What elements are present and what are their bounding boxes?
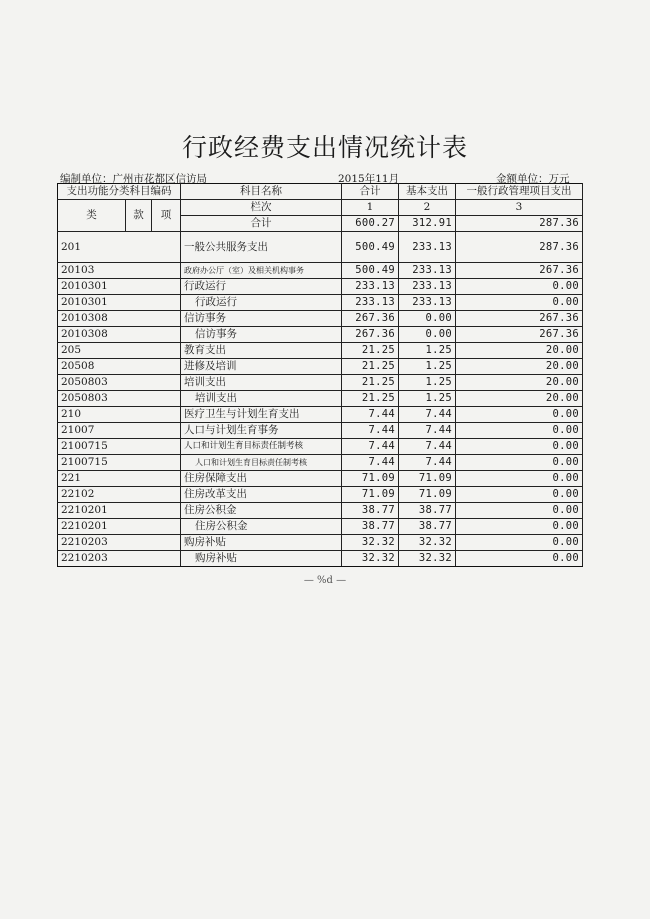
table-row (58, 263, 583, 279)
row-name: 培训支出 (181, 391, 342, 407)
header-col1: 1 (342, 200, 399, 216)
row-name: 教育支出 (181, 343, 342, 359)
row-project: 0.00 (456, 279, 583, 295)
row-basic: 233.13 (399, 279, 456, 295)
row-code: 2010301 (58, 279, 181, 295)
row-total: 500.49 (342, 263, 399, 279)
row-code: 20508 (58, 359, 181, 375)
row-project: 0.00 (456, 439, 583, 455)
table-row (58, 232, 583, 263)
header-subject-name: 科目名称 (181, 184, 342, 200)
row-project: 287.36 (456, 232, 583, 263)
row-name: 住房改革支出 (181, 487, 342, 503)
table-row (58, 503, 583, 519)
row-project: 20.00 (456, 391, 583, 407)
table-row (58, 439, 583, 455)
row-basic: 7.44 (399, 455, 456, 471)
row-name: 人口和计划生育目标责任制考核 (181, 455, 342, 471)
row-name: 住房公积金 (181, 503, 342, 519)
row-project: 0.00 (456, 295, 583, 311)
row-total: 267.36 (342, 327, 399, 343)
row-code: 2050803 (58, 391, 181, 407)
row-project: 0.00 (456, 503, 583, 519)
row-total: 38.77 (342, 503, 399, 519)
header-row (58, 184, 583, 200)
row-basic: 7.44 (399, 423, 456, 439)
row-code: 221 (58, 471, 181, 487)
row-total: 7.44 (342, 407, 399, 423)
table-row (58, 423, 583, 439)
row-project: 0.00 (456, 423, 583, 439)
row-total: 38.77 (342, 519, 399, 535)
header-basic: 基本支出 (399, 184, 456, 200)
sum-project: 287.36 (456, 216, 583, 232)
row-project: 0.00 (456, 407, 583, 423)
row-code: 20103 (58, 263, 181, 279)
row-total: 233.13 (342, 279, 399, 295)
sum-basic: 312.91 (399, 216, 456, 232)
row-code: 210 (58, 407, 181, 423)
row-total: 71.09 (342, 471, 399, 487)
row-project: 0.00 (456, 535, 583, 551)
row-code: 21007 (58, 423, 181, 439)
row-project: 0.00 (456, 551, 583, 567)
row-name: 购房补贴 (181, 535, 342, 551)
row-name: 行政运行 (181, 279, 342, 295)
row-total: 71.09 (342, 487, 399, 503)
sum-label: 合计 (181, 216, 342, 232)
row-basic: 32.32 (399, 535, 456, 551)
row-basic: 71.09 (399, 471, 456, 487)
table-row (58, 535, 583, 551)
row-basic: 233.13 (399, 295, 456, 311)
row-code: 2010308 (58, 327, 181, 343)
header-row-lanci (58, 200, 583, 216)
row-code: 201 (58, 232, 181, 263)
row-name: 医疗卫生与计划生育支出 (181, 407, 342, 423)
table-row (58, 359, 583, 375)
row-basic: 1.25 (399, 375, 456, 391)
row-code: 205 (58, 343, 181, 359)
row-basic: 233.13 (399, 263, 456, 279)
table-row (58, 551, 583, 567)
row-name: 住房公积金 (181, 519, 342, 535)
row-basic: 1.25 (399, 391, 456, 407)
money-unit: 金额单位：万元 (496, 173, 570, 185)
row-project: 0.00 (456, 487, 583, 503)
table-row (58, 487, 583, 503)
row-project: 267.36 (456, 311, 583, 327)
row-basic: 71.09 (399, 487, 456, 503)
table-row (58, 455, 583, 471)
row-total: 267.36 (342, 311, 399, 327)
row-name: 进修及培训 (181, 359, 342, 375)
row-total: 32.32 (342, 535, 399, 551)
row-total: 21.25 (342, 391, 399, 407)
row-project: 20.00 (456, 375, 583, 391)
header-xiang: 项 (152, 200, 181, 232)
row-basic: 38.77 (399, 519, 456, 535)
table-row (58, 279, 583, 295)
table-row (58, 471, 583, 487)
row-basic: 1.25 (399, 343, 456, 359)
row-total: 7.44 (342, 455, 399, 471)
row-code: 2210201 (58, 519, 181, 535)
header-project: 一般行政管理项目支出 (456, 184, 583, 200)
row-basic: 1.25 (399, 359, 456, 375)
compiling-unit: 编制单位：广州市花都区信访局 (60, 173, 207, 185)
header-lei: 类 (58, 200, 126, 232)
row-basic: 233.13 (399, 232, 456, 263)
row-basic: 7.44 (399, 439, 456, 455)
row-name: 信访事务 (181, 327, 342, 343)
table-row (58, 375, 583, 391)
row-total: 233.13 (342, 295, 399, 311)
row-basic: 0.00 (399, 311, 456, 327)
row-project: 20.00 (456, 343, 583, 359)
table-row (58, 343, 583, 359)
table-row (58, 391, 583, 407)
row-code: 22102 (58, 487, 181, 503)
row-name: 培训支出 (181, 375, 342, 391)
row-project: 20.00 (456, 359, 583, 375)
header-col3: 3 (456, 200, 583, 216)
row-code: 2100715 (58, 439, 181, 455)
expense-table (57, 183, 583, 567)
row-code: 2100715 (58, 455, 181, 471)
row-total: 21.25 (342, 343, 399, 359)
table-row (58, 519, 583, 535)
table-row (58, 327, 583, 343)
header-code-group: 支出功能分类科目编码 (58, 184, 181, 200)
row-code: 2210201 (58, 503, 181, 519)
row-total: 7.44 (342, 439, 399, 455)
row-name: 住房保障支出 (181, 471, 342, 487)
row-basic: 32.32 (399, 551, 456, 567)
row-name: 信访事务 (181, 311, 342, 327)
header-total: 合计 (342, 184, 399, 200)
row-total: 21.25 (342, 359, 399, 375)
row-total: 500.49 (342, 232, 399, 263)
report-date: 2015年11月 (338, 173, 400, 185)
page-number: — %d — (303, 575, 347, 586)
row-basic: 38.77 (399, 503, 456, 519)
row-code: 2010301 (58, 295, 181, 311)
header-col2: 2 (399, 200, 456, 216)
row-name: 购房补贴 (181, 551, 342, 567)
row-name: 行政运行 (181, 295, 342, 311)
table-row (58, 407, 583, 423)
row-name: 人口与计划生育事务 (181, 423, 342, 439)
row-total: 7.44 (342, 423, 399, 439)
table-row (58, 311, 583, 327)
row-project: 267.36 (456, 263, 583, 279)
row-code: 2210203 (58, 535, 181, 551)
row-name: 人口和计划生育目标责任制考核 (181, 439, 342, 455)
row-total: 32.32 (342, 551, 399, 567)
row-project: 0.00 (456, 519, 583, 535)
row-code: 2010308 (58, 311, 181, 327)
sum-total: 600.27 (342, 216, 399, 232)
table-row (58, 295, 583, 311)
row-basic: 7.44 (399, 407, 456, 423)
row-project: 267.36 (456, 327, 583, 343)
row-basic: 0.00 (399, 327, 456, 343)
row-project: 0.00 (456, 471, 583, 487)
row-code: 2050803 (58, 375, 181, 391)
header-kuan: 款 (126, 200, 152, 232)
page-title: 行政经费支出情况统计表 (181, 133, 468, 162)
header-lanci: 栏次 (181, 200, 342, 216)
row-name: 一般公共服务支出 (181, 232, 342, 263)
row-project: 0.00 (456, 455, 583, 471)
row-name: 政府办公厅（室）及相关机构事务 (181, 263, 342, 279)
row-code: 2210203 (58, 551, 181, 567)
row-total: 21.25 (342, 375, 399, 391)
